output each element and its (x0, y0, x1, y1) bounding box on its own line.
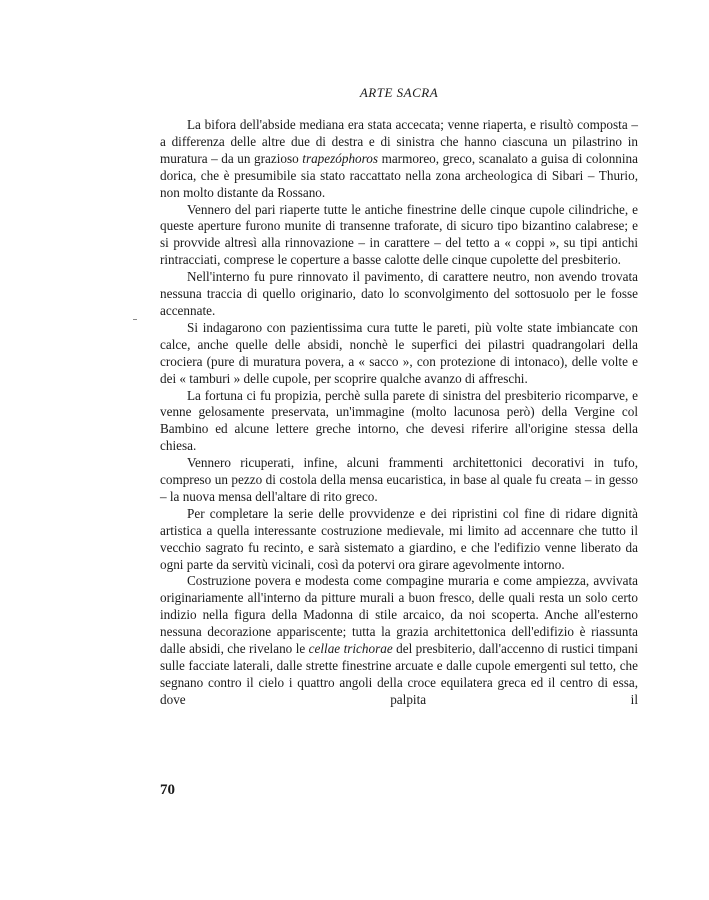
paragraph-pareti: Si indagarono con pazientissima cura tutte le pareti, più volte state imbiancate con calce, anche quelle delle absidi, nonchè le superfici dei pilastri quadrangolari della crociera (pure di muratura povera, a « sacco », con protezione di intonaco), delle volte e dei « tamburi » delle cupole, per scoprire qualche avanzo di affreschi. (160, 319, 638, 386)
paragraph-pavimento: Nell'interno fu pure rinnovato il pavimento, di carattere neutro, non avendo trovata nessuna traccia di quello originario, dato lo sconvolgimento del sottosuolo per le fosse accennate. (160, 269, 638, 318)
paragraph-frammenti: Vennero ricuperati, infine, alcuni frammenti architettonici decorativi in tufo, compreso un pezzo di costola della mensa eucaristica, in base al quale fu creata – in gesso – la nuova mensa dell'altare di rito greco. (160, 455, 638, 504)
page-number: 70 (160, 782, 175, 798)
body-text (160, 117, 638, 709)
paragraph-fortuna: La fortuna ci fu propizia, perchè sulla parete di sinistra del presbiterio ricomparve, e venne gelosamente preservata, un'immagine (molto lacunosa però) della Vergine col Bambino ed alcune lettere greche intorno, che devesi riferire all'origine stessa della chiesa. (160, 387, 638, 454)
running-header: ARTE SACRA (359, 85, 439, 100)
paragraph-provvidenze: Per completare la serie delle provvidenze e dei ripristini col fine di ridare dignità artistica a quella interessante costruzione medievale, mi limito ad accennare che tutto il vecchio sagrato fu recinto, e sarà sistemato a giardino, e che l'edifizio venne liberato da ogni parte da servitù vicinali, così da potervi ora girare agevolmente intorno. (160, 505, 638, 572)
paragraph-bifora (160, 117, 638, 202)
paragraph-text: La bifora dell'abside mediana era stata accecata; venne riaperta, e risultò composta – a differenza delle altre due di destra e di sinistra che hanno ciascuna un pilastrino in muratura – da un grazioso (160, 117, 638, 166)
margin-mark (133, 319, 137, 320)
paragraph-text: del presbiterio, dall'accenno di rustici timpani sulle facciate laterali, dalle strette finestrine arcuate e dalle cupole emergenti sul tetto, che segnano contro il cielo i quattro angoli della croce equilatera greca ed il centro di essa, dove palpita il (160, 641, 639, 707)
paragraph-costruzione (160, 573, 638, 708)
greek-term: trapezóphoros (302, 150, 379, 166)
paragraph-text: Costruzione povera e modesta come compagine muraria e come ampiezza, avvivata originariamente all'interno da pitture murali a buon fresco, delle quali resta un solo certo indizio nella figura della Madonna di stile arcaico, da noi scoperta. Anche all'esterno nessuna decorazione appariscente; tutta la grazia architettonica dell'edifizio è riassunta dalle absidi, che rivelano le (160, 573, 638, 657)
latin-term: cellae trichorae (308, 641, 393, 657)
paragraph-finestrine: Vennero del pari riaperte tutte le antiche finestrine delle cinque cupole cilindriche, e queste aperture furono munite di transenne traforate, di sicuro tipo bizantino calabrese; e si provvide altresì alla rinnovazione – in carattere – del tetto a « coppi », su tipi antichi rintracciati, comprese le coperture a basse calotte delle cinque cupolette del presbiterio. (160, 201, 638, 268)
paragraph-text: marmoreo, greco, scanalato a guisa di colonnina dorica, che è presumibile sia stato raccattato nella zona archeologica di Sibari – Thurio, non molto distante da Rossano. (160, 150, 638, 200)
